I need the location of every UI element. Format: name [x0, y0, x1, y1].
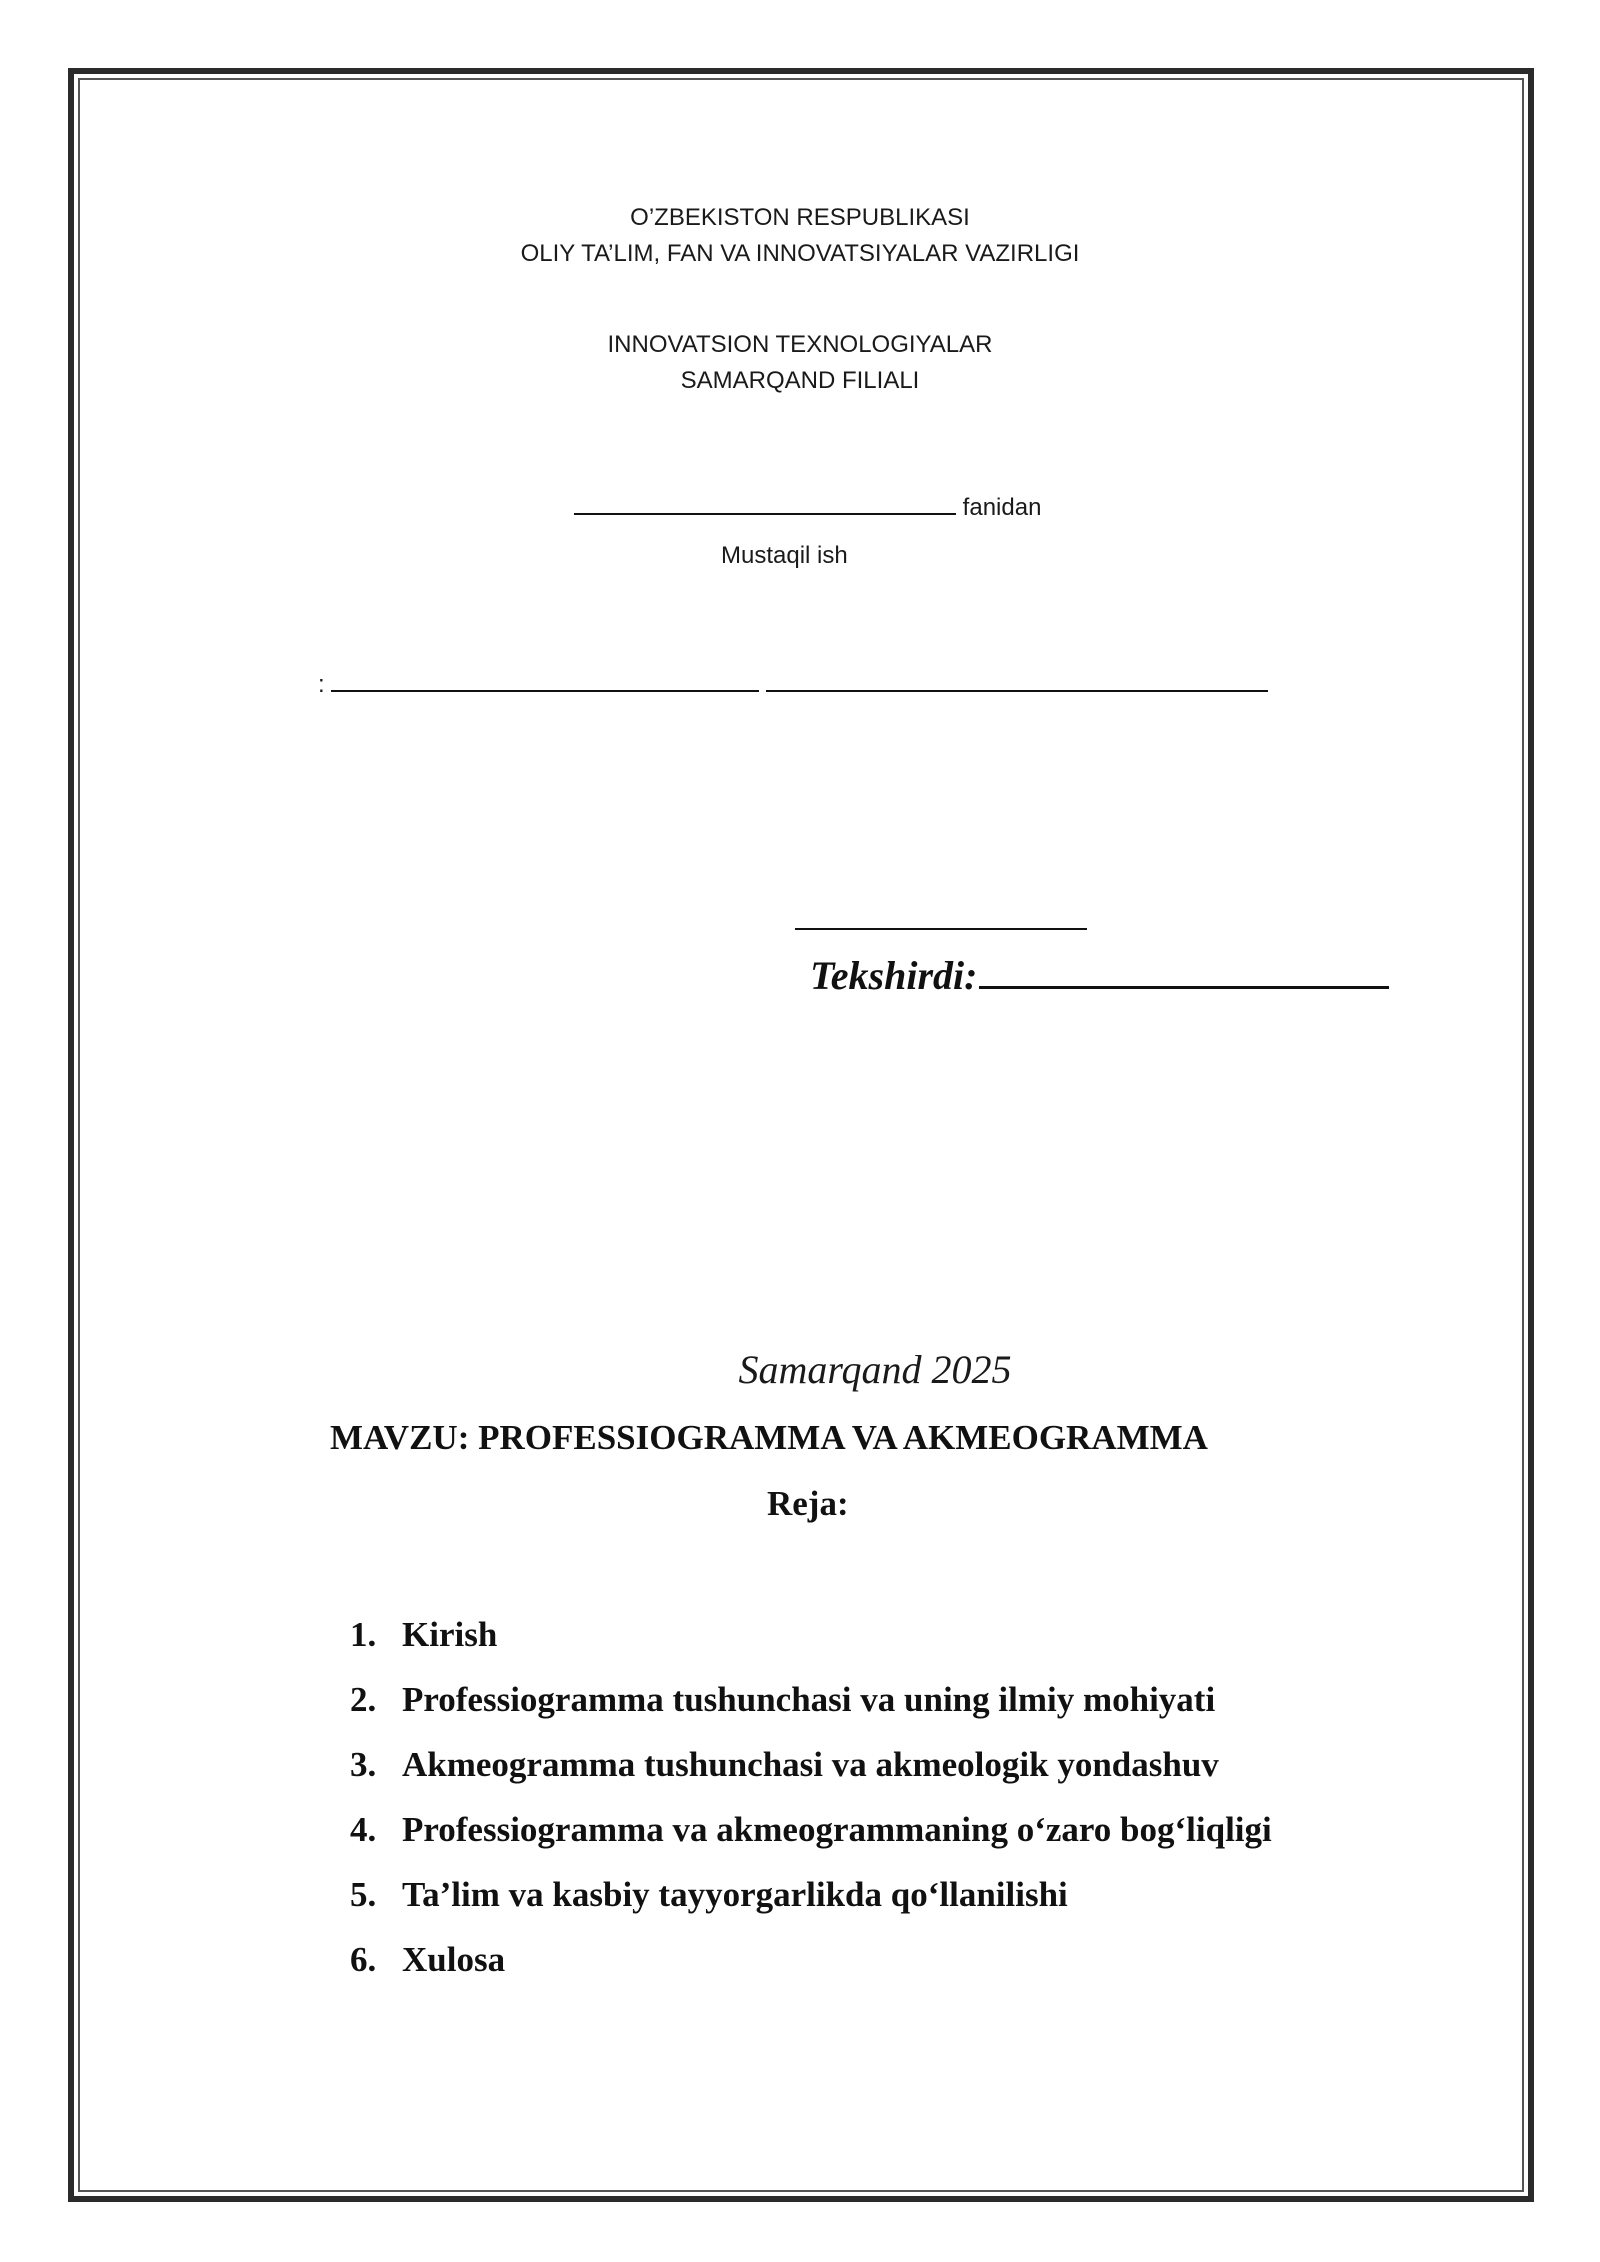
plan-list: [350, 1610, 1272, 2000]
plan-item: 6. Xulosa: [350, 1940, 506, 1979]
work-type: Mustaqil ish: [721, 542, 848, 569]
checked-by-line: [810, 948, 1389, 999]
author-blank-2: [766, 664, 1268, 692]
subject-suffix: fanidan: [962, 494, 1042, 521]
country-name: O’ZBEKISTON RESPUBLIKASI: [630, 204, 970, 231]
signature-blank: [795, 928, 1087, 930]
plan-item: 2. Professiogramma tushunchasi va uning ilmiy mohiyati: [350, 1680, 1216, 1719]
ministry-name: OLIY TA’LIM, FAN VA INNOVATSIYALAR VAZIRLIGI: [520, 240, 1080, 267]
checked-by-label: Tekshirdi:: [810, 953, 978, 998]
plan-heading: Reja:: [767, 1484, 849, 1523]
subject-blank: [574, 487, 956, 515]
checked-by-blank: [979, 948, 1389, 989]
plan-item: 4. Professiogramma va akmeogrammaning o‘zaro bog‘liqligi: [350, 1810, 1272, 1849]
author-blank-1: [331, 664, 759, 692]
institution-line-2: SAMARQAND FILIALI: [680, 367, 920, 394]
topic-title: MAVZU: PROFESSIOGRAMMA VA AKMEOGRAMMA: [330, 1418, 1208, 1457]
subject-line: [574, 487, 1041, 522]
plan-item: 3. Akmeogramma tushunchasi va akmeologik yondashuv: [350, 1745, 1219, 1784]
city-year: Samarqand 2025: [738, 1347, 1012, 1392]
author-line: [318, 664, 1268, 699]
plan-item: 5. Ta’lim va kasbiy tayyorgarlikda qo‘llanilishi: [350, 1875, 1068, 1914]
author-prefix: :: [318, 671, 325, 698]
plan-item: 1. Kirish: [350, 1615, 498, 1654]
institution-line-1: INNOVATSION TEXNOLOGIYALAR: [607, 331, 993, 358]
